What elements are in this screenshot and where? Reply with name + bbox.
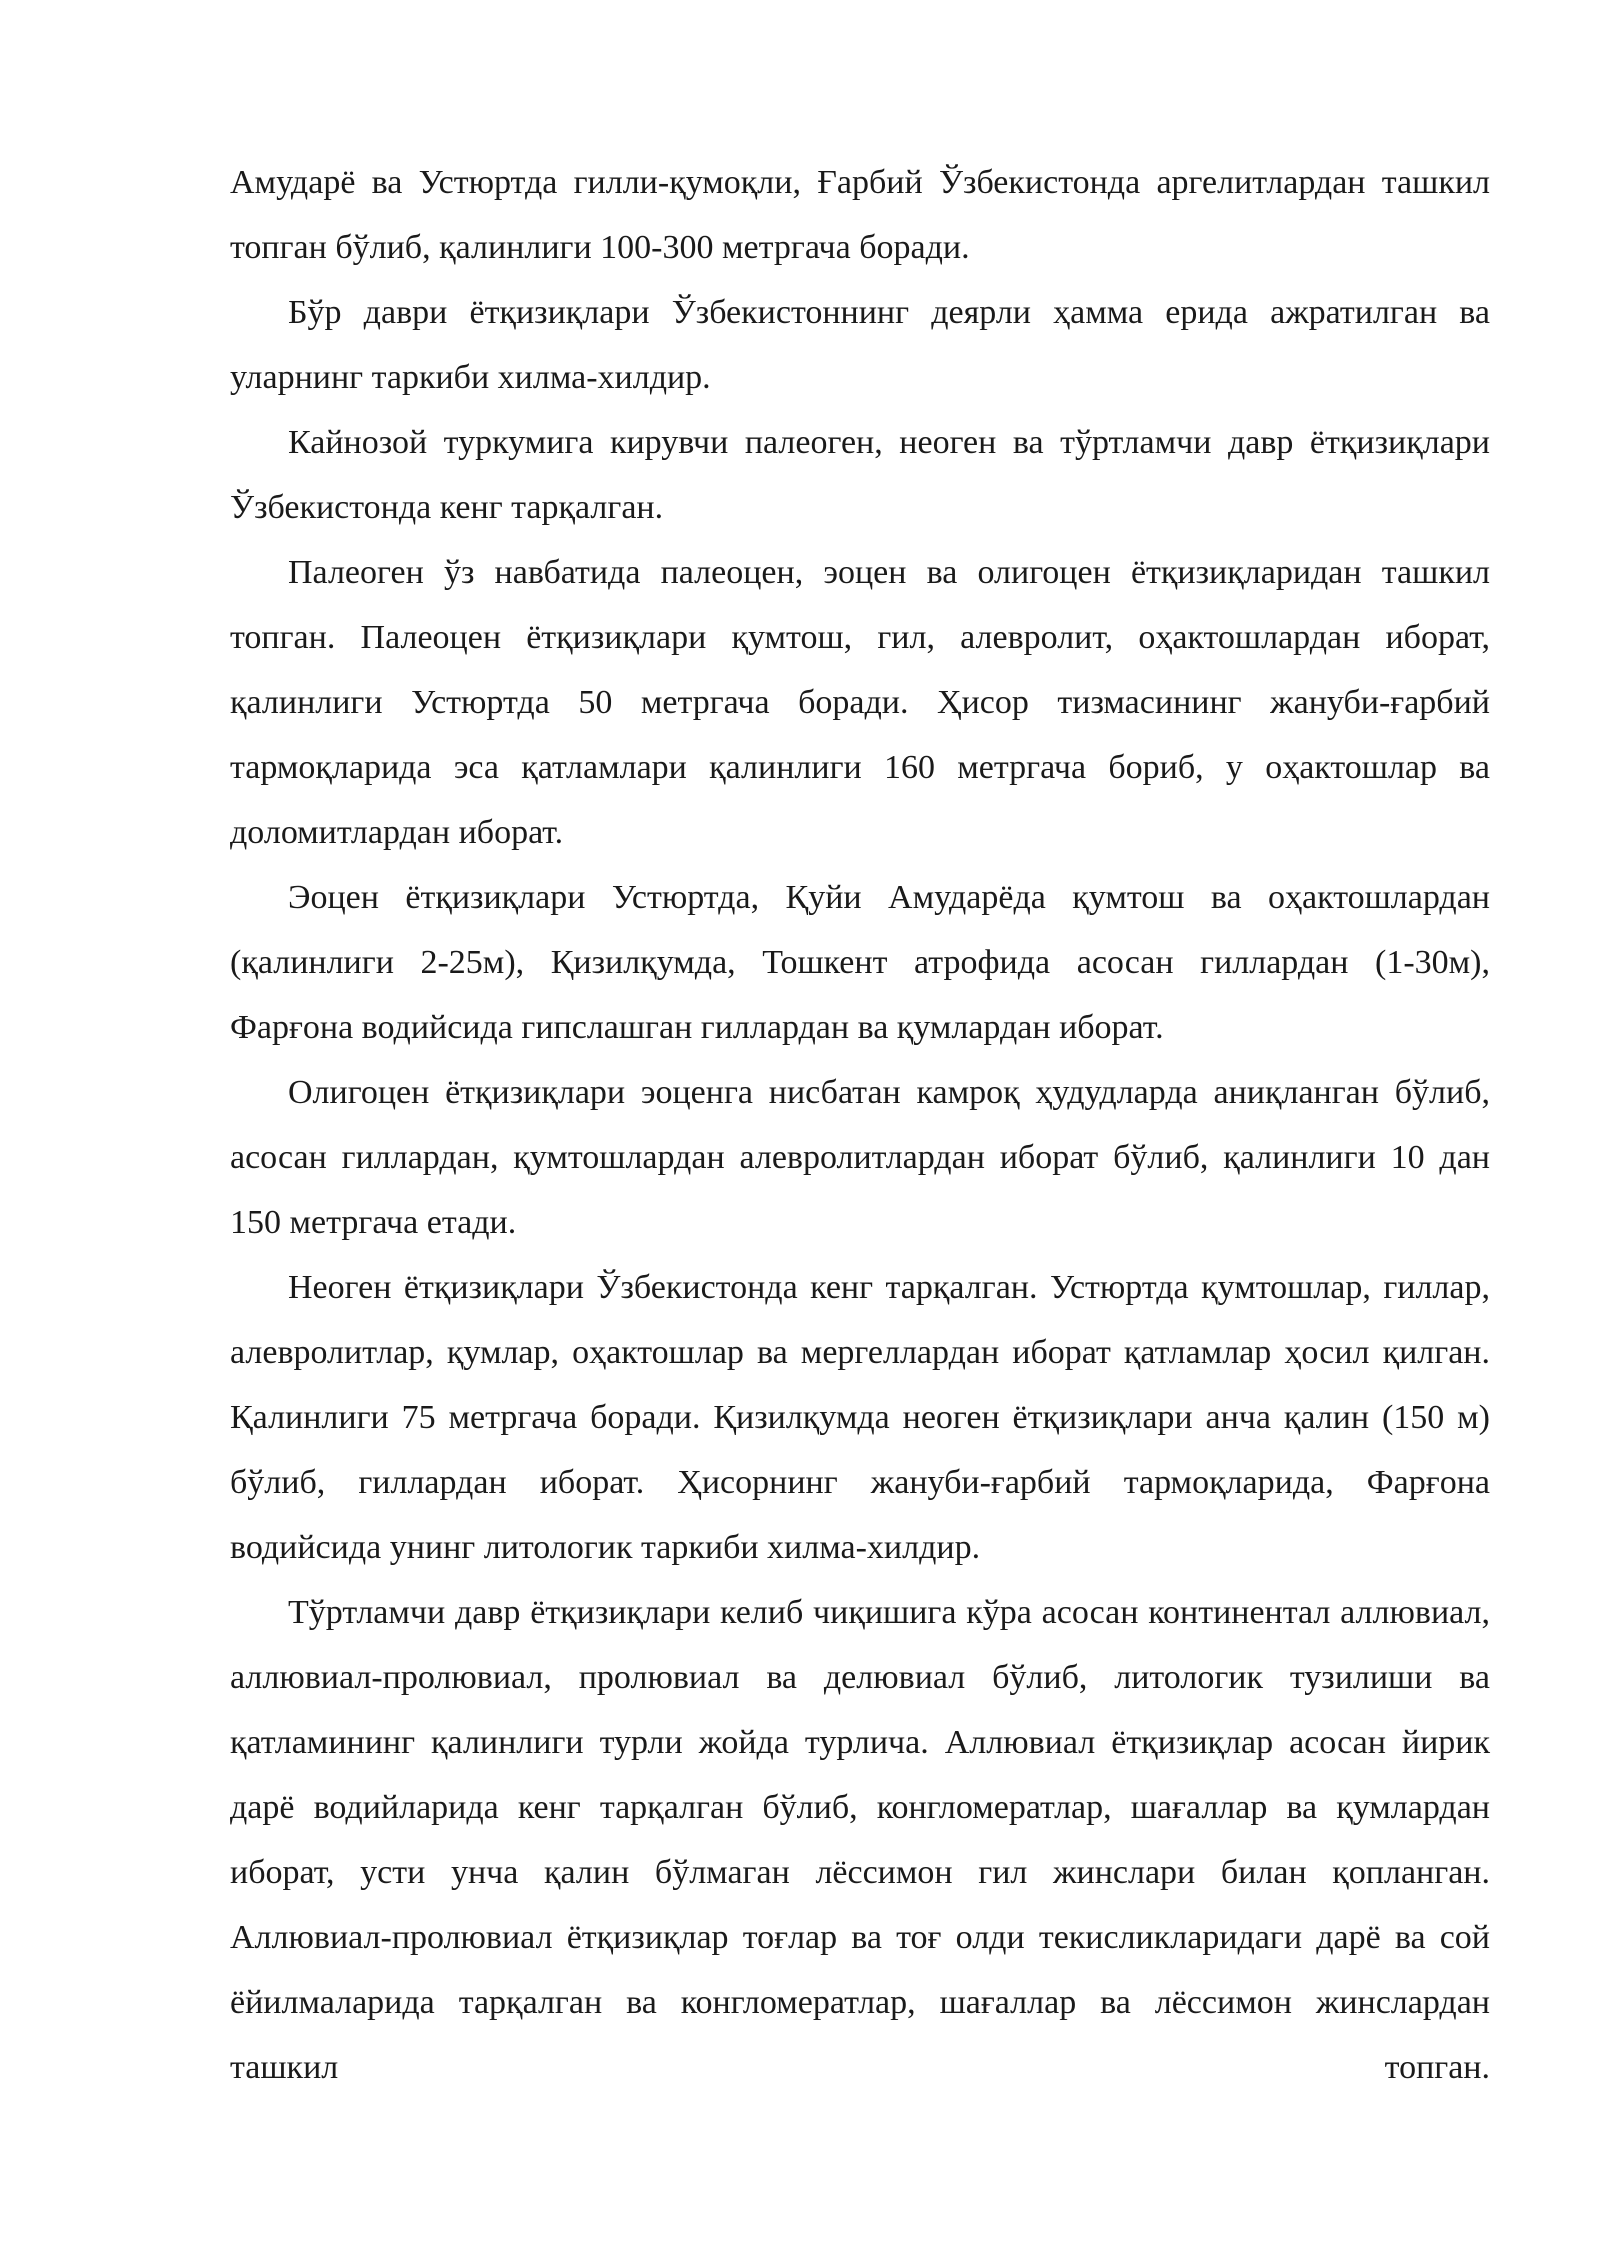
paragraph-1: Амударё ва Устюртда гилли-қумоқли, Ғарбий Ўзбекистонда аргелитлардан ташкил топган бўлиб, қалинлиги 100-300 метргача боради. <box>230 164 1490 266</box>
paragraph-4: Палеоген ўз навбатида палеоцен, эоцен ва олигоцен ётқизиқларидан ташкил топган. Палеоцен ётқизиқлари қумтош, гил, алевролит, оҳактошлардан иборат, қалинлиги Устюртда 50 метргача боради. Ҳисор тизмасининг жануби-ғарбий тармоқларида эса қатламлари қалинлиги 160 метргача бориб, у оҳактошлар ва доломитлардан иборат. <box>230 554 1490 851</box>
paragraph-6: Олигоцен ётқизиқлари эоценга нисбатан камроқ ҳудудларда аниқланган бўлиб, асосан гиллардан, қумтошлардан алевролитлардан иборат бўлиб, қалинлиги 10 дан 150 метргача етади. <box>230 1074 1490 1241</box>
paragraph-2: Бўр даври ётқизиқлари Ўзбекистоннинг деярли ҳамма ерида ажратилган ва уларнинг таркиби хилма-хилдир. <box>230 294 1490 396</box>
document-body <box>230 150 1490 2100</box>
paragraph-5: Эоцен ётқизиқлари Устюртда, Қуйи Амударёда қумтош ва оҳактошлардан (қалинлиги 2-25м), Қизилқумда, Тошкент атрофида асосан гиллардан (1-30м), Фарғона водийсида гипслашган гиллардан ва қумлардан иборат. <box>230 879 1490 1046</box>
paragraph-8: Тўртламчи давр ётқизиқлари келиб чиқишига кўра асосан континентал аллювиал, аллювиал-пролювиал, пролювиал ва делювиал бўлиб, литологик тузилиши ва қатламининг қалинлиги турли жойда турлича. Аллювиал ётқизиқлар асосан йирик дарё водийларида кенг тарқалган бўлиб, конгломератлар, шағаллар ва қумлардан иборат, усти унча қалин бўлмаган лёссимон гил жинслари билан қопланган. Аллювиал-пролювиал ётқизиқлар тоғлар ва тоғ олди текисликларидаги дарё ва сой ёйилмаларида тарқалган ва конгломератлар, шағаллар ва лёссимон жинслардан ташкил топган. <box>230 1594 1490 2086</box>
paragraph-7: Неоген ётқизиқлари Ўзбекистонда кенг тарқалган. Устюртда қумтошлар, гиллар, алевролитлар, қумлар, оҳактошлар ва мергеллардан иборат қатламлар ҳосил қилган. Қалинлиги 75 метргача боради. Қизилқумда неоген ётқизиқлари анча қалин (150 м) бўлиб, гиллардан иборат. Ҳисорнинг жануби-ғарбий тармоқларида, Фарғона водийсида унинг литологик таркиби хилма-хилдир. <box>230 1269 1490 1566</box>
paragraph-3: Кайнозой туркумига кирувчи палеоген, неоген ва тўртламчи давр ётқизиқлари Ўзбекистонда кенг тарқалган. <box>230 424 1490 526</box>
